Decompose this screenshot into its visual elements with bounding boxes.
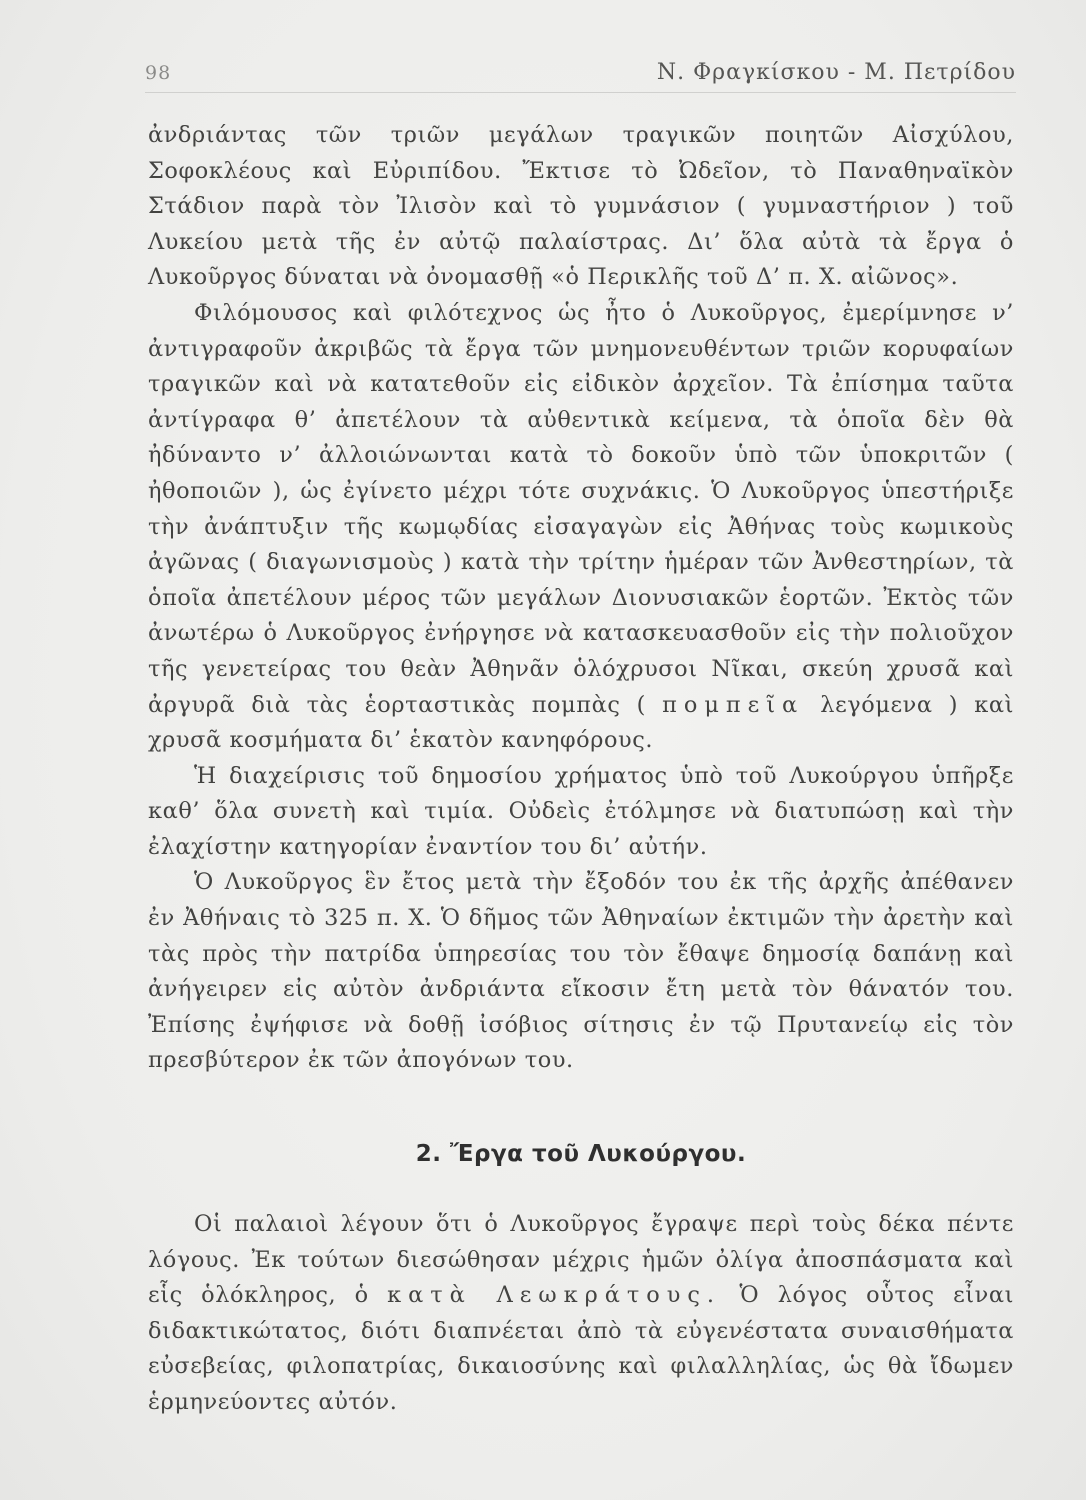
paragraph-text: Φιλόμουσος καὶ φιλότεχνος ὡς ἦτο ὁ Λυκοῦργος, ἐμερίμνησε ν’ ἀντιγραφοῦν ἀκριβῶς τὰ ἔργα τῶν μνημονευθέντων τριῶν κορυφαίων τραγικῶν καὶ νὰ κατατεθοῦν εἰς εἰδικὸν ἀρχεῖον. Τὰ ἐπίσημα ταῦτα ἀντίγραφα θ’ ἀπετέλουν τὰ αὐθεντικὰ κείμενα, τὰ ὁποῖα δὲν θὰ ἠδύναντο ν’ ἀλλοιώνωνται κατὰ τὸ δοκοῦν ὑπὸ τῶν ὑποκριτῶν ( ἠθοποιῶν ), ὡς ἐγίνετο μέχρι τότε συχνάκις. Ὁ Λυκοῦργος ὑπεστήριξε τὴν ἀνάπτυξιν τῆς κωμῳδίας εἰσαγαγὼν εἰς Ἀθήνας τοὺς κωμικοὺς ἀγῶνας ( διαγωνισμοὺς ) κατὰ τὴν τρίτην ἡμέραν τῶν Ἀνθεστηρίων, τὰ ὁποῖα ἀπετέλουν μέρος τῶν μεγάλων Διονυσιακῶν ἑορτῶν. Ἐκτὸς τῶν ἀνωτέρω ὁ Λυκοῦργος ἐνήργησε νὰ κατασκευασθοῦν εἰς τὴν πολιοῦχον τῆς γενετείρας του θεὰν Ἀθηνᾶν ὁλόχρυσοι Νῖκαι, σκεύη χρυσᾶ καὶ ἀργυρᾶ διὰ τὰς ἑορταστικὰς πομπὰς ( <box>148 299 1014 718</box>
spaced-term: πομπεῖα <box>662 691 805 718</box>
paragraph <box>148 296 1014 759</box>
paragraph-text: ἀνδριάντας τῶν τριῶν μεγάλων τραγικῶν ποιητῶν Αἰσχύλου, Σοφοκλέους καὶ Εὐριπίδου. Ἔκτισε τὸ Ὠδεῖον, τὸ Παναθηναϊκὸν Στάδιον παρὰ τὸν Ἰλισὸν καὶ τὸ γυμνάσιον ( γυμναστήριον ) τοῦ Λυκείου μετὰ τῆς ἐν αὐτῷ παλαίστρας. Δι’ ὅλα αὐτὰ τὰ ἔργα ὁ Λυκοῦργος δύναται νὰ ὀνομασθῇ «ὁ Περικλῆς τοῦ Δ’ π. Χ. αἰῶνος». <box>148 122 1014 291</box>
spaced-title: κατὰ Λεωκράτους. <box>387 1282 722 1309</box>
paragraph-continued <box>148 118 1014 296</box>
main-text <box>148 118 1014 1421</box>
paragraph <box>148 759 1014 866</box>
paragraph-text: Ὁ Λυκοῦργος ἓν ἔτος μετὰ τὴν ἔξοδόν του ἐκ τῆς ἀρχῆς ἀπέθανεν ἐν Ἀθήναις τὸ 325 π. Χ. Ὁ δῆμος τῶν Ἀθηναίων ἐκτιμῶν τὴν ἀρετὴν καὶ τὰς πρὸς τὴν πατρίδα ὑπηρεσίας του τὸν ἔθαψε δημοσίᾳ δαπάνῃ καὶ ἀνήγειρεν εἰς αὐτὸν ἀνδριάντα εἴκοσιν ἔτη μετὰ τὸν θάνατόν του. Ἐπίσης ἐψήφισε νὰ δοθῇ ἰσόβιος σίτησις ἐν τῷ Πρυτανείῳ εἰς τὸν πρεσβύτερον ἐκ τῶν ἀπογόνων του. <box>148 869 1014 1074</box>
paragraph <box>148 1207 1014 1421</box>
page-header <box>145 58 1016 93</box>
page-number: 98 <box>145 62 172 84</box>
paragraph-text-after: λεγόμενα ) καὶ χρυσᾶ κοσμήματα δι’ ἑκατὸν κανηφόρους. <box>148 691 1014 754</box>
paragraph-text-after: Ὁ λόγος οὗτος εἶναι διδακτικώτατος, διότι διαπνέεται ἀπὸ τὰ εὐγενέστατα συναισθήματα εὐσεβείας, φιλοπατρίας, δικαιοσύνης καὶ φιλαλληλίας, ὡς θὰ ἴδωμεν ἑρμηνεύοντες αὐτόν. <box>148 1282 1014 1415</box>
running-title: Ν. Φραγκίσκου - Μ. Πετρίδου <box>656 60 1016 85</box>
section-heading: 2. Ἔργα τοῦ Λυκούργου. <box>415 1141 747 1168</box>
paragraph <box>148 865 1014 1079</box>
paragraph-text: Οἱ παλαιοὶ λέγουν ὅτι ὁ Λυκοῦργος ἔγραψε περὶ τοὺς δέκα πέντε λόγους. Ἐκ τούτων διεσώθησαν μέχρις ἡμῶν ὀλίγα ἀποσπάσματα καὶ εἷς ὁλόκληρος, ὁ <box>148 1211 1014 1309</box>
paragraph-text: Ἡ διαχείρισις τοῦ δημοσίου χρήματος ὑπὸ τοῦ Λυκούργου ὑπῆρξε καθ’ ὅλα συνετὴ καὶ τιμία. Οὐδεὶς ἐτόλμησε νὰ διατυπώσῃ καὶ τὴν ἐλαχίστην κατηγορίαν ἐναντίον του δι’ αὐτήν. <box>148 762 1014 860</box>
